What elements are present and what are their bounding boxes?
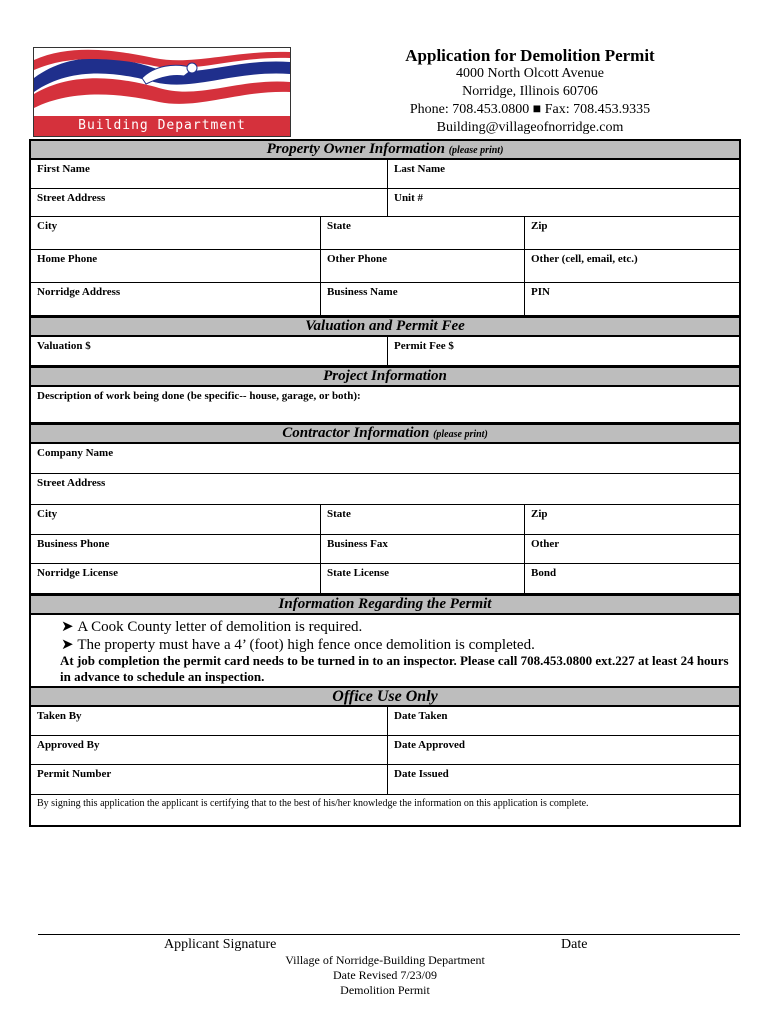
owner-state-label: State	[327, 220, 351, 232]
contractor-city-label: City	[37, 508, 58, 520]
owner-zip-label: Zip	[531, 220, 548, 232]
description-field[interactable]	[31, 387, 739, 422]
date-approved-label: Date Approved	[394, 739, 465, 751]
business-fax-label: Business Fax	[327, 538, 388, 550]
taken-by-label: Taken By	[37, 710, 82, 722]
inspection-note: At job completion the permit card needs to be turned in to an inspector. Please call 708.453.0800 ext.227 at least 24 hours in advance to schedule an inspection.	[60, 653, 729, 684]
contractor-row-license	[29, 564, 741, 594]
permit-fee-field[interactable]	[387, 337, 739, 365]
office-row-permit	[29, 765, 741, 795]
norridge-address-field[interactable]	[31, 283, 320, 315]
contractor-city-field[interactable]	[31, 505, 320, 534]
last-name-field[interactable]	[387, 160, 739, 188]
footer-form-name: Demolition Permit	[340, 983, 430, 997]
logo-text: Building Department	[34, 116, 290, 136]
certification-text: By signing this application the applicant is certifying that to the best of his/her knowledge the information on this application is complete.	[37, 798, 589, 809]
pin-label: PIN	[531, 286, 550, 298]
contractor-row-phone	[29, 535, 741, 564]
applicant-signature-label: Applicant Signature	[164, 937, 277, 952]
section-contractor-title: Contractor Information	[282, 425, 430, 441]
section-project-header	[29, 366, 741, 387]
project-row	[29, 387, 741, 423]
owner-row-city	[29, 217, 741, 250]
valuation-field[interactable]	[31, 337, 387, 365]
company-name-label: Company Name	[37, 447, 114, 459]
first-name-field[interactable]	[31, 160, 387, 188]
norridge-license-field[interactable]	[31, 564, 320, 593]
arrow-bullet-icon: ➤	[61, 619, 78, 635]
last-name-label: Last Name	[394, 163, 446, 175]
business-phone-label: Business Phone	[37, 538, 110, 550]
date-taken-field[interactable]	[387, 707, 739, 735]
owner-row-name	[29, 160, 741, 189]
norridge-license-label: Norridge License	[37, 567, 118, 579]
permit-number-field[interactable]	[31, 765, 387, 794]
other-phone-field[interactable]	[320, 250, 524, 282]
permit-info-box	[29, 615, 741, 688]
date-issued-label: Date Issued	[394, 768, 449, 780]
contractor-zip-field[interactable]	[524, 505, 739, 534]
owner-row-phone	[29, 250, 741, 283]
bond-label: Bond	[531, 567, 557, 579]
contractor-street-label: Street Address	[37, 477, 106, 489]
permit-fee-label: Permit Fee $	[394, 340, 454, 352]
bullet-item-1	[61, 617, 362, 636]
owner-state-field[interactable]	[320, 217, 524, 249]
section-permit-info-header	[29, 594, 741, 615]
unit-field[interactable]	[387, 189, 739, 216]
section-valuation-title: Valuation and Permit Fee	[305, 318, 465, 334]
phone-fax-line: Phone: 708.453.0800 ■ Fax: 708.453.9335	[409, 102, 651, 117]
footer-department: Village of Norridge-Building Department	[285, 953, 485, 967]
date-label: Date	[561, 937, 588, 952]
state-license-label: State License	[327, 567, 390, 579]
address-line-1: 4000 North Olcott Avenue	[456, 66, 604, 81]
home-phone-field[interactable]	[31, 250, 320, 282]
approved-by-field[interactable]	[31, 736, 387, 764]
arrow-bullet-icon: ➤	[61, 637, 78, 653]
bullet-1-text: A Cook County letter of demolition is required.	[77, 619, 363, 635]
date-taken-label: Date Taken	[394, 710, 448, 722]
pin-field[interactable]	[524, 283, 739, 315]
owner-street-field[interactable]	[31, 189, 387, 216]
building-department-logo	[33, 47, 291, 137]
contractor-row-company	[29, 444, 741, 474]
office-row-taken	[29, 707, 741, 736]
state-license-field[interactable]	[320, 564, 524, 593]
section-owner-note: (please print)	[448, 145, 504, 156]
unit-label: Unit #	[394, 192, 424, 204]
section-permit-info-title: Information Regarding the Permit	[278, 596, 492, 612]
bond-field[interactable]	[524, 564, 739, 593]
section-owner-title: Property Owner Information	[266, 141, 445, 157]
bullet-2-text: The property must have a 4’ (foot) high fence once demolition is completed.	[77, 637, 535, 653]
contractor-state-field[interactable]	[320, 505, 524, 534]
page-title: Application for Demolition Permit	[405, 46, 655, 65]
owner-other-label: Other (cell, email, etc.)	[531, 253, 638, 265]
contractor-street-field[interactable]	[31, 474, 739, 504]
approved-by-label: Approved By	[37, 739, 100, 751]
owner-zip-field[interactable]	[524, 217, 739, 249]
contractor-row-street	[29, 474, 741, 505]
office-row-approved	[29, 736, 741, 765]
owner-city-label: City	[37, 220, 58, 232]
section-office-header	[29, 686, 741, 707]
first-name-label: First Name	[37, 163, 90, 175]
email-line: Building@villageofnorridge.com	[436, 120, 624, 135]
owner-other-field[interactable]	[524, 250, 739, 282]
home-phone-label: Home Phone	[37, 253, 98, 265]
section-office-title: Office Use Only	[332, 688, 438, 705]
norridge-address-label: Norridge Address	[37, 286, 121, 298]
section-valuation-header	[29, 316, 741, 337]
contractor-state-label: State	[327, 508, 351, 520]
business-fax-field[interactable]	[320, 535, 524, 563]
address-line-2: Norridge, Illinois 60706	[462, 84, 598, 99]
footer-revision: Date Revised 7/23/09	[333, 968, 437, 982]
owner-street-label: Street Address	[37, 192, 106, 204]
owner-row-street	[29, 189, 741, 217]
business-name-field[interactable]	[320, 283, 524, 315]
permit-number-label: Permit Number	[37, 768, 112, 780]
owner-row-address	[29, 283, 741, 316]
contractor-other-label: Other	[531, 538, 560, 550]
contractor-zip-label: Zip	[531, 508, 548, 520]
date-issued-field[interactable]	[387, 765, 739, 794]
wave-flag-icon	[34, 48, 290, 116]
date-approved-field[interactable]	[387, 736, 739, 764]
signature-line[interactable]	[38, 934, 740, 935]
company-name-field[interactable]	[31, 444, 739, 473]
section-contractor-header	[29, 423, 741, 444]
business-phone-field[interactable]	[31, 535, 320, 563]
bullet-item-2	[61, 635, 535, 654]
owner-city-field[interactable]	[31, 217, 320, 249]
contractor-row-city	[29, 505, 741, 535]
description-label: Description of work being done (be specific-- house, garage, or both):	[37, 390, 361, 402]
contractor-other-field[interactable]	[524, 535, 739, 563]
taken-by-field[interactable]	[31, 707, 387, 735]
section-contractor-note: (please print)	[433, 429, 488, 440]
other-phone-label: Other Phone	[327, 253, 387, 265]
section-project-title: Project Information	[323, 368, 447, 384]
valuation-row	[29, 337, 741, 366]
certification-row	[29, 795, 741, 827]
business-name-label: Business Name	[327, 286, 398, 298]
valuation-label: Valuation $	[37, 340, 91, 352]
section-owner-header	[29, 139, 741, 160]
